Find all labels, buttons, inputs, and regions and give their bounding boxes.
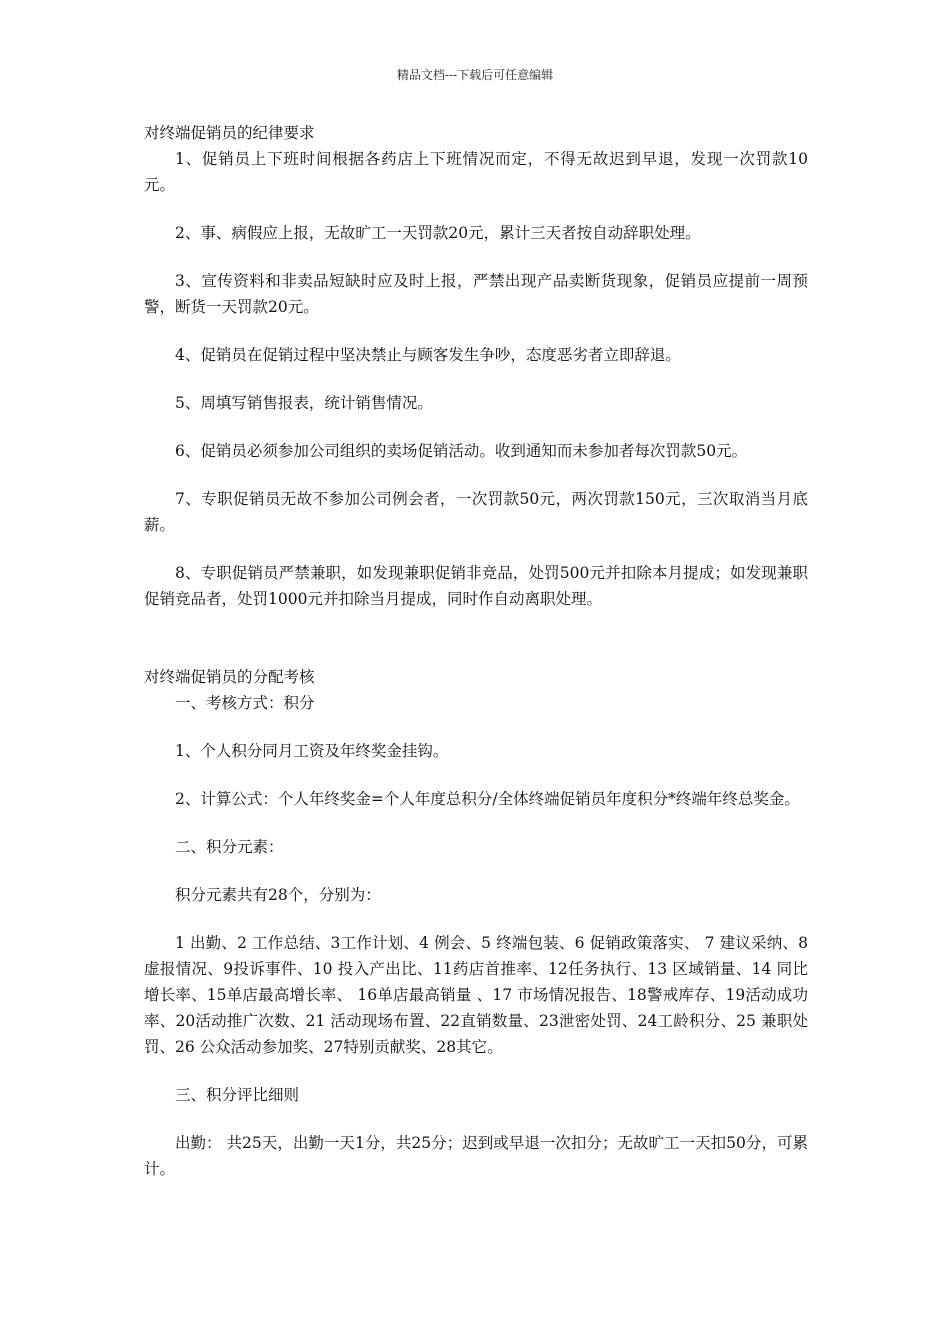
discipline-item-8: 8、专职促销员严禁兼职，如发现兼职促销非竞品，处罚500元并扣除本月提成；如发现兼职促销竞品者，处罚1000元并扣除当月提成，同时作自动离职处理。 [144, 564, 808, 608]
page-header: 精品文档---下载后可任意编辑 [396, 68, 554, 82]
discipline-item-7: 7、专职促销员无故不参加公司例会者，一次罚款50元，两次罚款150元，三次取消当月底薪。 [144, 490, 808, 534]
discipline-item-2: 2、事、病假应上报，无故旷工一天罚款20元，累计三天者按自动辞职处理。 [175, 224, 701, 242]
section-title-assessment: 对终端促销员的分配考核 [144, 668, 315, 686]
discipline-item-6: 6、促销员必须参加公司组织的卖场促销活动。收到通知而未参加者每次罚款50元。 [175, 442, 748, 460]
discipline-item-5: 5、周填写销售报表，统计销售情况。 [175, 394, 433, 412]
attendance-rule: 出勤： 共25天，出勤一天1分，共25分；迟到或早退一次扣分；无故旷工一天扣50分，可累计。 [144, 1134, 808, 1178]
document-body [144, 120, 808, 1182]
assessment-item-2: 2、计算公式：个人年终奖金=个人年度总积分/全体终端促销员年度积分*终端年终总奖金。 [175, 790, 800, 808]
points-rules-heading: 三、积分评比细则 [175, 1086, 300, 1104]
discipline-item-1: 1、促销员上下班时间根据各药店上下班情况而定，不得无故迟到早退，发现一次罚款10元。 [144, 150, 808, 194]
section-title-discipline: 对终端促销员的纪律要求 [144, 124, 315, 142]
assessment-method-heading: 一、考核方式：积分 [175, 694, 315, 712]
points-elements-list: 1 出勤、2 工作总结、3工作计划、4 例会、5 终端包装、6 促销政策落实、 7 建议采纳、8虚报情况、9投诉事件、10 投入产出比、11药店首推率、12任务执行、13 区域销量、14 同比增长率、15单店最高增长率、 16单店最高销量 、17 市场情况报告、18警戒库存、19活动成功率、20活动推广次数、21 活动现场布置、22直销数量、23泄密处罚、24工龄积分、25 兼职处罚、26 公众活动参加奖、27特别贡献奖、28其它。 [144, 934, 808, 1056]
points-elements-heading: 二、积分元素： [175, 838, 284, 856]
discipline-item-3: 3、宣传资料和非卖品短缺时应及时上报，严禁出现产品卖断货现象，促销员应提前一周预警，断货一天罚款20元。 [144, 272, 808, 316]
points-elements-intro: 积分元素共有28个，分别为： [175, 886, 381, 904]
assessment-item-1: 1、个人积分同月工资及年终奖金挂钩。 [175, 742, 449, 760]
discipline-item-4: 4、促销员在促销过程中坚决禁止与顾客发生争吵，态度恶劣者立即辞退。 [175, 346, 681, 364]
